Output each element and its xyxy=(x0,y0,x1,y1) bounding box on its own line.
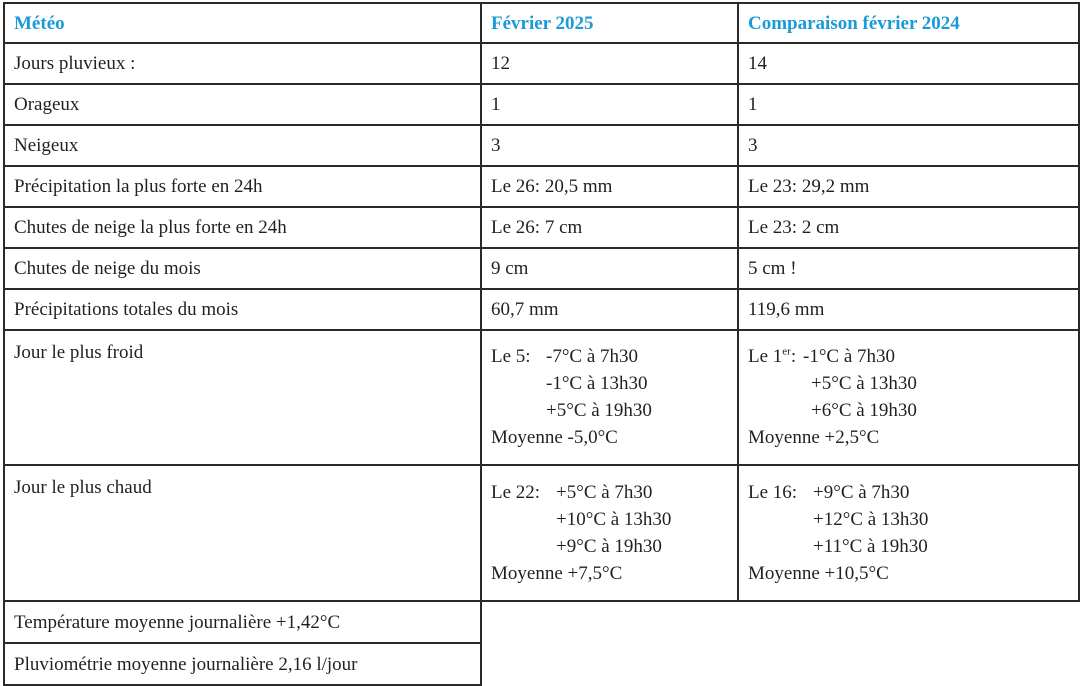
coldest-feb-2025 xyxy=(481,330,738,465)
coldest-2025-temp-evening: +5°C à 19h30 xyxy=(546,400,652,421)
coldest-2025-temp-morning: -7°C à 7h30 xyxy=(546,346,639,367)
row-label: Précipitation la plus forte en 24h xyxy=(4,166,481,207)
coldest-2024-temp-morning: -1°C à 7h30 xyxy=(803,346,896,367)
row-label: Jours pluvieux : xyxy=(4,43,481,84)
row-label: Précipitations totales du mois xyxy=(4,289,481,330)
value-feb-2024: 5 cm ! xyxy=(738,248,1079,289)
table-row xyxy=(4,43,1079,84)
header-row xyxy=(4,3,1079,43)
coldest-2024-day: Le 1er: xyxy=(748,345,797,367)
value-feb-2025: Le 26: 20,5 mm xyxy=(481,166,738,207)
value-feb-2025: Le 26: 7 cm xyxy=(481,207,738,248)
coldest-2024-temp-midday: +5°C à 13h30 xyxy=(811,373,917,394)
table-row xyxy=(4,207,1079,248)
coldest-2025-average: Moyenne -5,0°C xyxy=(491,427,618,448)
value-feb-2025: 9 cm xyxy=(481,248,738,289)
value-feb-2024: 1 xyxy=(738,84,1079,125)
value-feb-2025: 12 xyxy=(481,43,738,84)
average-rainfall: Pluviométrie moyenne journalière 2,16 l/jour xyxy=(4,643,481,685)
header-meteo: Météo xyxy=(4,3,481,43)
hottest-2024-average: Moyenne +10,5°C xyxy=(748,563,889,584)
table-row xyxy=(4,248,1079,289)
row-label: Chutes de neige la plus forte en 24h xyxy=(4,207,481,248)
average-temperature: Température moyenne journalière +1,42°C xyxy=(4,601,481,643)
header-feb-2025: Février 2025 xyxy=(481,3,738,43)
table-row xyxy=(4,166,1079,207)
hottest-2025-temp-midday: +10°C à 13h30 xyxy=(556,509,672,530)
row-label: Neigeux xyxy=(4,125,481,166)
value-feb-2025: 60,7 mm xyxy=(481,289,738,330)
row-label: Jour le plus froid xyxy=(4,330,481,465)
value-feb-2025: 1 xyxy=(481,84,738,125)
hottest-feb-2024 xyxy=(738,465,1079,601)
hottest-2025-temp-evening: +9°C à 19h30 xyxy=(556,536,662,557)
hottest-2025-day: Le 22: xyxy=(491,482,541,503)
hottest-2025-temp-morning: +5°C à 7h30 xyxy=(556,482,653,503)
hottest-2024-temp-morning: +9°C à 7h30 xyxy=(813,482,910,503)
hottest-day-row xyxy=(4,465,1079,601)
value-feb-2025: 3 xyxy=(481,125,738,166)
row-label: Orageux xyxy=(4,84,481,125)
value-feb-2024: Le 23: 29,2 mm xyxy=(738,166,1079,207)
hottest-2025-average: Moyenne +7,5°C xyxy=(491,563,623,584)
coldest-2024-average: Moyenne +2,5°C xyxy=(748,427,880,448)
value-feb-2024: 3 xyxy=(738,125,1079,166)
table-row xyxy=(4,289,1079,330)
coldest-feb-2024 xyxy=(738,330,1079,465)
coldest-2025-day: Le 5: xyxy=(491,346,531,367)
hottest-2024-day: Le 16: xyxy=(748,482,798,503)
value-feb-2024: 14 xyxy=(738,43,1079,84)
row-label: Chutes de neige du mois xyxy=(4,248,481,289)
footer-row-avg-temp xyxy=(4,601,1079,643)
row-label: Jour le plus chaud xyxy=(4,465,481,601)
hottest-2024-temp-midday: +12°C à 13h30 xyxy=(813,509,929,530)
table-row xyxy=(4,125,1079,166)
coldest-2025-temp-midday: -1°C à 13h30 xyxy=(546,373,648,394)
coldest-2024-temp-evening: +6°C à 19h30 xyxy=(811,400,917,421)
value-feb-2024: 119,6 mm xyxy=(738,289,1079,330)
table-row xyxy=(4,84,1079,125)
empty-cell xyxy=(481,601,1079,643)
hottest-feb-2025 xyxy=(481,465,738,601)
weather-table xyxy=(3,2,1080,686)
hottest-2024-temp-evening: +11°C à 19h30 xyxy=(813,536,928,557)
value-feb-2024: Le 23: 2 cm xyxy=(738,207,1079,248)
empty-cell xyxy=(481,643,1079,685)
footer-row-avg-rain xyxy=(4,643,1079,685)
header-feb-2024: Comparaison février 2024 xyxy=(738,3,1079,43)
coldest-day-row xyxy=(4,330,1079,465)
